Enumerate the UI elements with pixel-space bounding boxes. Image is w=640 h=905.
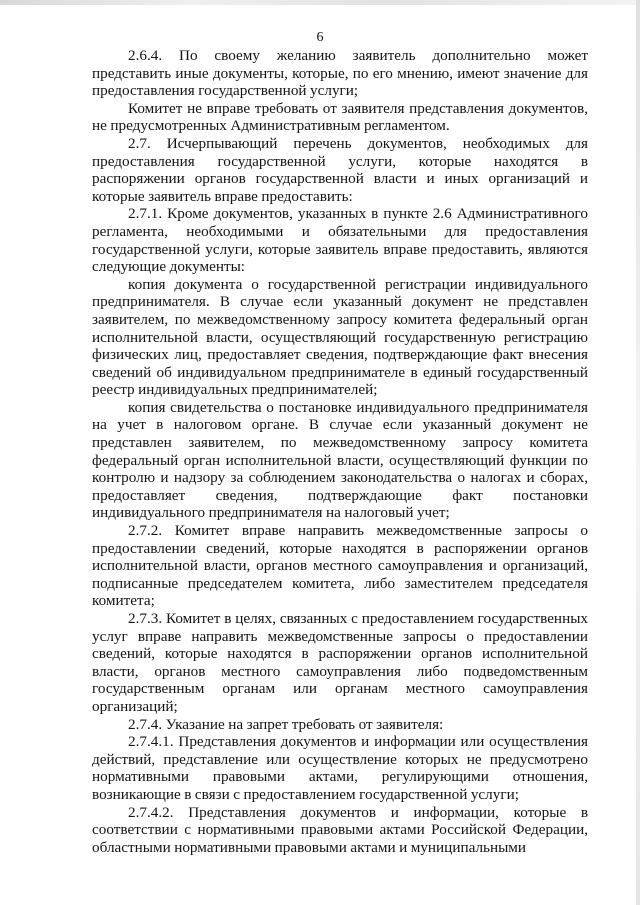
document-body bbox=[92, 47, 588, 856]
paragraph-2-7-4-2: 2.7.4.2. Представления документов и информации, которые в соответствии с нормативными правовыми актами Российской Федерации, областными нормативными правовыми актами и муниципальными bbox=[92, 803, 588, 856]
paragraph-2-6-4: 2.6.4. По своему желанию заявитель дополнительно может представить иные документы, которые, по его мнению, имеют значение для предоставления государственной услуги; bbox=[92, 47, 588, 100]
scan-edge-top bbox=[0, 0, 640, 5]
paragraph-tax-certificate-copy: копия свидетельства о постановке индивидуального предпринимателя на учет в налоговом органе. В случае если указанный документ не представлен заявителем, по межведомственному запросу комитета федеральный орган исполнительной власти, осуществляющий функции по контролю и надзору за соблюдением законодательства о налогах и сборах, предоставляет сведения, подтверждающие факт постановки индивидуального предпринимателя на налоговый учет; bbox=[92, 398, 588, 522]
paragraph-registration-copy: копия документа о государственной регистрации индивидуального предпринимателя. В случае если указанный документ не представлен заявителем, по межведомственному запросу комитета федеральный орган исполнительной власти, осуществляющий государственную регистрацию физических лиц, предоставляет сведения, подтверждающие факт внесения сведений об индивидуальном предпринимателе в единый государственный реестр индивидуальных предпринимателей; bbox=[92, 275, 588, 399]
paragraph-2-7-3: 2.7.3. Комитет в целях, связанных с предоставлением государственных услуг вправе направить межведомственные запросы о предоставлении сведений, которые находятся в распоряжении органов исполнительной власти, органов местного самоуправления либо подведомственным государственным органам или органам местного самоуправления организаций; bbox=[92, 610, 588, 715]
paragraph-2-7-4: 2.7.4. Указание на запрет требовать от заявителя: bbox=[128, 715, 444, 733]
paragraph-committee-restriction: Комитет не вправе требовать от заявителя представления документов, не предусмотренных Административным регламентом. bbox=[92, 99, 588, 135]
scan-edge-right bbox=[636, 0, 640, 905]
paragraph-2-7: 2.7. Исчерпывающий перечень документов, необходимых для предоставления государственной услуги, которые находятся в распоряжении органов государственной власти и иных организаций и которые заявитель вправе предоставить: bbox=[92, 134, 588, 205]
page-number: 6 bbox=[316, 30, 324, 45]
paragraph-2-7-2: 2.7.2. Комитет вправе направить межведомственные запросы о предоставлении сведений, которые находятся в распоряжении органов исполнительной власти, органов местного самоуправления и организаций, подписанные председателем комитета, либо заместителем председателя комитета; bbox=[92, 522, 588, 610]
paragraph-2-7-1: 2.7.1. Кроме документов, указанных в пункте 2.6 Административного регламента, необходимыми и обязательными для предоставления государственной услуги, которые заявитель вправе предоставить, являются следующие документы: bbox=[92, 205, 588, 276]
paragraph-2-7-4-1: 2.7.4.1. Представления документов и информации или осуществления действий, представление или осуществление которых не предусмотрено нормативными правовыми актами, регулирующими отношения, возникающие в связи с предоставлением государственной услуги; bbox=[92, 733, 588, 803]
